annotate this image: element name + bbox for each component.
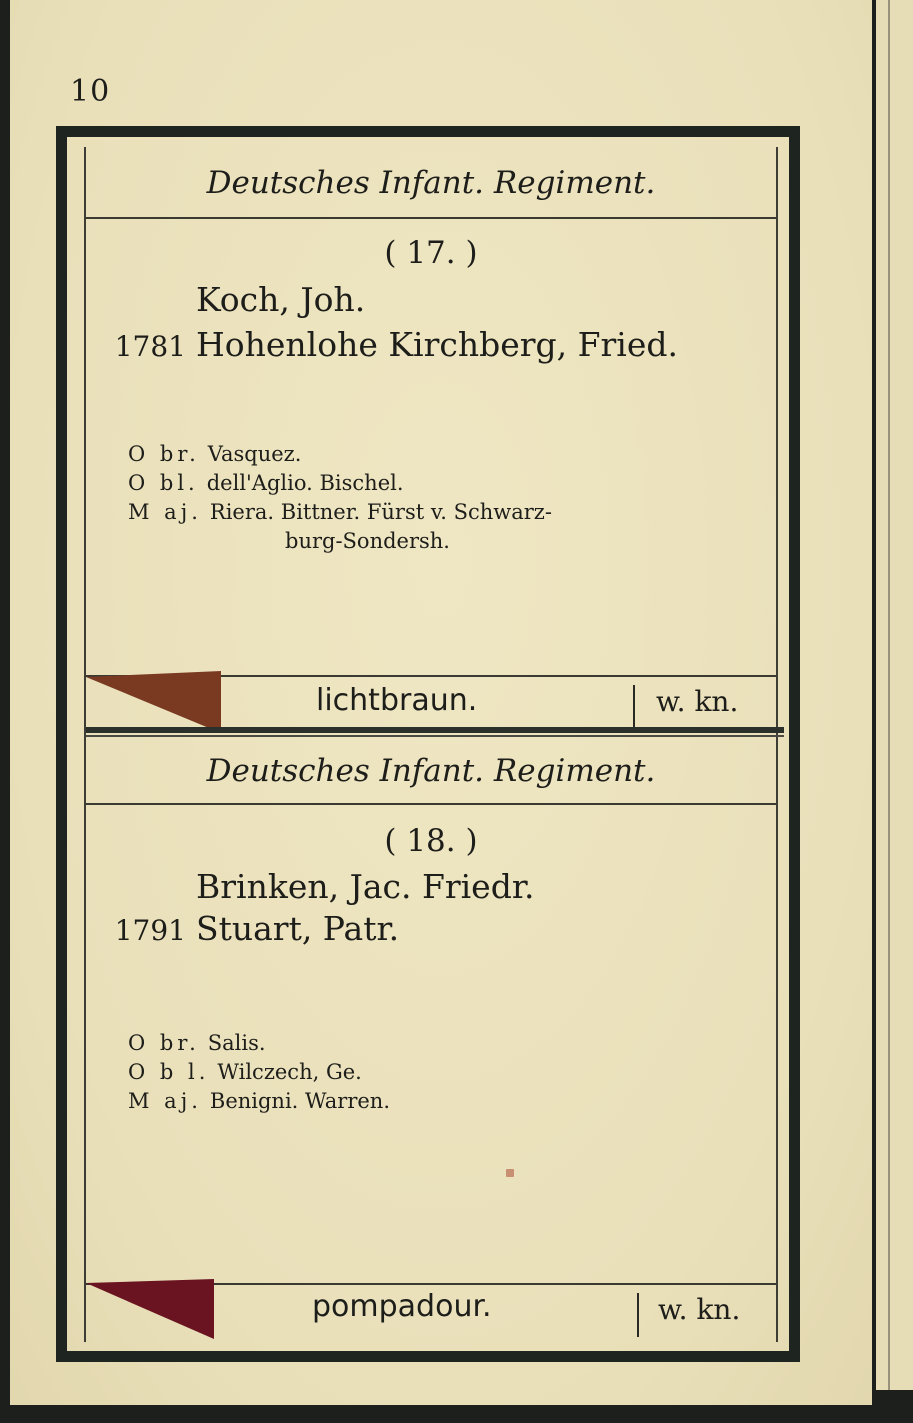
facing-color-label: pompadour. [312, 1289, 492, 1324]
regiment-header: Deutsches Infant. Regiment. [206, 753, 656, 789]
regiment-section-17 [86, 147, 776, 742]
owner-name: Stuart, Patr. [196, 909, 400, 948]
section-separator [86, 727, 784, 733]
owner-year: 1781 [114, 330, 186, 363]
owner-name: Brinken, Jac. Friedr. [196, 867, 535, 906]
officer-rank: M aj. [128, 1089, 202, 1113]
regiment-section-18 [86, 747, 776, 1342]
owner-name: Hohenlohe Kirchberg, Fried. [196, 325, 678, 364]
adjacent-page-edge [876, 0, 913, 1390]
officer-row [128, 1058, 390, 1087]
officer-row [128, 469, 552, 498]
regiment-number: ( 18. ) [384, 823, 478, 859]
officer-names: Benigni. Warren. [209, 1089, 391, 1113]
officer-names: Wilczech, Ge. [217, 1060, 362, 1084]
facing-color-swatch-icon [86, 671, 221, 733]
officer-rank: O bl. [128, 471, 199, 495]
header-rule [86, 803, 776, 805]
regiment-number: ( 17. ) [384, 235, 478, 271]
section-separator-thin [86, 735, 784, 737]
officer-row [128, 498, 552, 527]
facing-color-label: lichtbraun. [316, 683, 478, 718]
owner-year: 1791 [114, 914, 186, 947]
header-rule [86, 217, 776, 219]
officer-list [128, 440, 552, 556]
regiment-frame [56, 126, 800, 1362]
officer-row [128, 1029, 390, 1058]
adjacent-page-rule [888, 0, 890, 1390]
officer-names: Vasquez. [207, 442, 302, 466]
facing-color-flag [86, 671, 221, 733]
officer-row-continuation [128, 527, 552, 556]
regiment-frame-inner [84, 147, 778, 1342]
officer-names: burg-Sondersh. [285, 529, 450, 553]
facing-color-flag [86, 1279, 214, 1339]
column-divider [637, 1293, 639, 1337]
officer-rank: M aj. [128, 500, 202, 524]
officer-row [128, 1087, 390, 1116]
officer-rank: O br. [128, 1031, 200, 1055]
column-divider [633, 685, 635, 729]
officer-names: dell'Aglio. Bischel. [206, 471, 404, 495]
officer-rank: O b l. [128, 1060, 210, 1084]
button-metal-label: w. kn. [656, 685, 739, 718]
officer-list [128, 1029, 390, 1116]
button-metal-label: w. kn. [658, 1293, 741, 1326]
facing-color-swatch-icon [86, 1279, 214, 1339]
ink-smudge [506, 1169, 514, 1177]
officer-names: Salis. [207, 1031, 266, 1055]
officer-rank: O br. [128, 442, 200, 466]
page-number: 10 [70, 74, 111, 109]
regiment-header: Deutsches Infant. Regiment. [206, 165, 656, 201]
owner-name: Koch, Joh. [196, 280, 366, 319]
officer-row [128, 440, 552, 469]
officer-names: Riera. Bittner. Fürst v. Schwarz- [209, 500, 552, 524]
